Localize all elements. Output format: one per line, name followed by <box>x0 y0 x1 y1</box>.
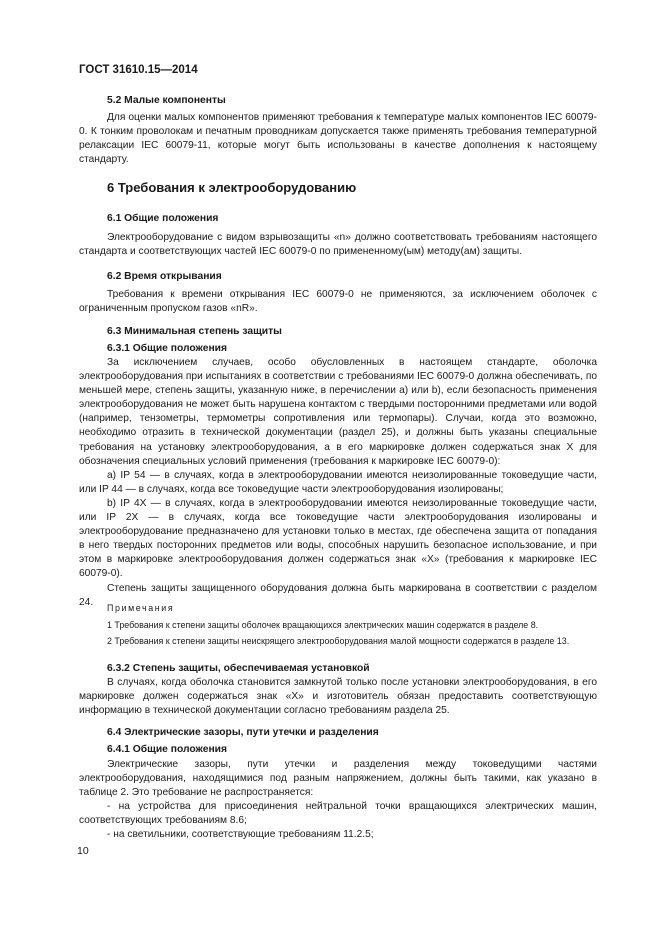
section-heading-6-2: 6.2 Время открывания <box>107 271 222 282</box>
section-heading-6-3-1: 6.3.1 Общие положения <box>107 343 227 354</box>
notes-block <box>79 602 597 649</box>
list-item: а) IP 54 — в случаях, когда в электрооборудовании имеются неизолированные токоведущие части, или IP 44 — в случаях, когда все токоведущие части электрооборудования изолированы; <box>79 469 597 495</box>
list-item: - на светильники, соответствующие требованиям 11.2.5; <box>107 829 374 841</box>
document-header: ГОСТ 31610.15—2014 <box>79 64 198 76</box>
list-item: - на устройства для присоединения нейтральной точки вращающихся электрических машин, соответствующих требованиям 8.6; <box>79 801 597 827</box>
paragraph: Электрооборудование с видом взрывозащиты «n» должно соответствовать требованиям настоящего стандарта и соответствующих частей IEC 60079-0 по примененному(ым) методу(ам) защиты. <box>79 232 597 258</box>
paragraph: Электрические зазоры, пути утечки и разделения между токоведущими частями электрооборудования, находящимися под разным напряжением, должны быть такими, как указано в таблице 2. Это требование не распространяется: <box>79 759 597 799</box>
section-heading-6-3: 6.3 Минимальная степень защиты <box>107 326 282 337</box>
paragraph-block <box>79 288 597 316</box>
section-heading-6-1: 6.1 Общие положения <box>107 213 219 224</box>
page-number: 10 <box>77 845 89 857</box>
paragraph: Требования к времени открывания IEC 60079-0 не применяются, за исключением оболочек с ограниченным пропуском газов «nR». <box>79 289 597 315</box>
section-heading-6: 6 Требования к электрооборудованию <box>107 180 357 195</box>
paragraph: Для оценки малых компонентов применяют требования к температуре малых компонентов IEC 60079-0. К тонким проволокам и печатным проводникам допускается также применять требования температурной релаксации IEC 60079-11, которые могут быть использованы в качестве дополнения к настоящему стандарту. <box>79 112 597 166</box>
list-item: b) IP 4X — в случаях, когда в электрооборудовании имеются неизолированные токоведущие части, или IP 2X — в случаях, когда все токоведущие части электрооборудования изолированы и электрооборудование предназначено для установки только в местах, где обеспечена защита от попадания в него твердых посторонних предметов или воды, способных нарушить безопасное использование, и при этом в маркировке электрооборудования должен содержаться знак «X» (требования к маркировке IEC 60079-0). <box>79 497 597 580</box>
paragraph-block <box>79 676 597 718</box>
section-heading-5-2: 5.2 Малые компоненты <box>107 95 226 106</box>
note-item: 1 Требования к степени защиты оболочек вращающихся электрических машин содержатся в разделе 8. <box>107 619 539 630</box>
note-item: 2 Требования к степени защиты неискрящего электрооборудования малой мощности содержатся в разделе 13. <box>107 636 570 646</box>
paragraph: В случаях, когда оболочка становится замкнутой только после установки электрооборудования, в его маркировке должен содержаться знак «X» и изготовитель обязан предоставить соответствующую информацию в технической документации согласно требованиям раздела 25. <box>79 677 597 717</box>
section-heading-6-3-2: 6.3.2 Степень защиты, обеспечиваемая установкой <box>107 663 370 674</box>
paragraph: За исключением случаев, особо обусловленных в настоящем стандарте, оболочка электрооборудования при испытаниях в соответствии с требованиями IEC 60079-0 должна обеспечивать, по меньшей мере, степень защиты, указанную ниже, в перечислении а) или b), если безопасность применения электрооборудования не может быть нарушена контактом с твердыми посторонними предметами или водой (например, тензометры, термометры сопротивления или термопары). Случаи, когда это возможно, необходимо отразить в технической документации (раздел 25), и должны быть указаны специальные требования на установку электрооборудования, а в его маркировке должен содержаться знак X для обозначения специальных условий применения (требования к маркировке IEC 60079-0): <box>79 357 597 467</box>
paragraph: Степень защиты защищенного оборудования должна быть маркирована в соответствии с разделом 24. <box>79 582 597 608</box>
paragraph-block <box>79 356 597 610</box>
section-heading-6-4: 6.4 Электрические зазоры, пути утечки и разделения <box>107 727 379 738</box>
notes-title: Примечания <box>107 603 175 613</box>
paragraph-block <box>79 111 597 167</box>
paragraph-block <box>79 758 597 843</box>
paragraph-block <box>79 231 597 259</box>
section-heading-6-4-1: 6.4.1 Общие положения <box>107 744 227 755</box>
